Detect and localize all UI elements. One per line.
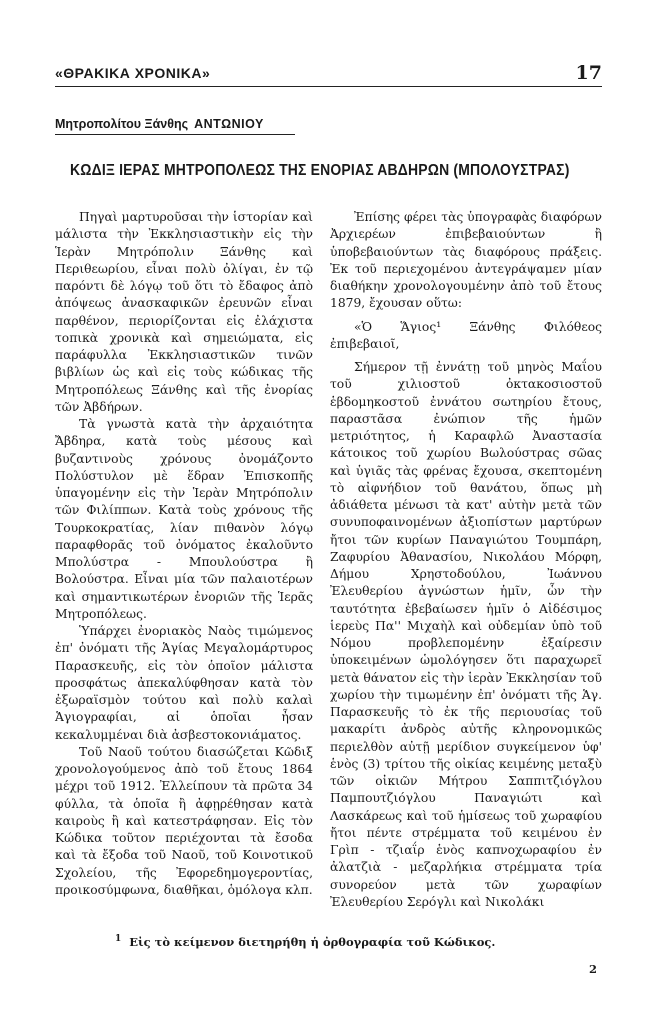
paragraph: «Ὁ Ἅγιος¹ Ξάνθης Φιλόθεος ἐπιβεβαιοῖ, — [330, 319, 602, 351]
author-byline — [55, 117, 264, 131]
article-title: ΚΩΔΙΞ ΙΕΡΑΣ ΜΗΤΡΟΠΟΛΕΩΣ ΤΗΣ ΕΝΟΡΙΑΣ ΑΒΔΗΡΩΝ (ΜΠΟΛΟΥΣΤΡΑΣ) — [70, 162, 570, 179]
paragraph: Τὰ γνωστὰ κατὰ τὴν ἀρχαιότητα Ἄβδηρα, κατὰ τοὺς μέσους καὶ βυζαντινοὺς χρόνους ὀνομάζοντο Πολύστυλον μὲ ἕδραν Ἐπισκοπῆς ὑπαγομένην εἰς τὴν Ἱερὰν Μητρόπολιν τῶν Φιλίππων. Κατὰ τοὺς χρόνους τῆς Τουρκοκρατίας, λίαν πιθανὸν λόγῳ παραφθορᾶς τοῦ ὀνόματος ἐκαλοῦντο Μπολύστρα - Μπουλούστρα ἢ Βολούστρα. Εἶναι μία τῶν παλαιοτέρων καὶ σημαντικωτέρων ἐνοριῶν τῆς Ἱερᾶς Μητροπόλεως. — [55, 417, 313, 621]
right-column — [330, 209, 602, 911]
paragraph: Πηγαὶ μαρτυροῦσαι τὴν ἱστορίαν καὶ μάλιστα τὴν Ἐκκλησιαστικὴν εἰς τὴν Ἱερὰν Μητρόπολιν Ξάνθης καὶ Περιθεωρίου, εἶναι πολὺ ὀλίγαι, ἐν τῷ παρόντι δὲ λόγῳ τοῦ ὅτι τὸ ἔδαφος ἀπὸ ἀπόψεως ἀνασκαφικῶν ἐρευνῶν εἶναι παρθένον, περιορίζονται εἰς ἐλάχιστα τοπικὰ χρονικὰ καὶ σημειώματα, εἰς παράφυλλα Ἐκκλησιαστικῶν τινῶν βιβλίων ὡς καὶ εἰς τοὺς κώδικας τῆς Μητροπόλεως Ξάνθης καὶ τῆς ἐνορίας τῶν Ἀβδήρων. — [55, 210, 313, 414]
paragraph: Σήμερον τῇ ἐννάτῃ τοῦ μηνὸς Μαΐου τοῦ χιλιοστοῦ ὀκτακοσιοστοῦ ἑβδομηκοστοῦ ἐννάτου σωτηρίου ἔτους, παραστᾶσα ἐνώπιον τῆς ἡμῶν μετριότητος, ἡ Καραφλῶ Ἀναστασία κάτοικος τοῦ χωρίου Βωλούστρας σῶας καὶ ὑγιᾶς τὰς φρένας ἔχουσα, σκεπτομένη τὸ αἰφνήδιον τοῦ θανάτου, ὅπως μὴ ἀδιάθετα μένωσι τὰ κατ' αὐτὴν μετὰ τῶν συνυποφαινομένων ἀξιοπίστων μαρτύρων ἤτοι τῶν κυρίων Παναγιώτου Τουμπάρη, Ζαφυρίου Ἀθανασίου, Νικολάου Μόρφη, Δήμου Χρηστοδούλου, Ἰωάννου Ἐλευθερίου ἀγνώστων ἡμῖν, ὧν τὴν ταυτότητα ἐβεβαίωσεν ἡμῖν ὁ Αἰδέσιμος ἱερεὺς Πα'' Μιχαὴλ καὶ οὐδεμίαν ὑπὸ τοῦ Νόμου προβλεπομένην ἐξαίρεσιν ὑποκειμένων ὡμολόγησεν ὅτι παραχωρεῖ μετὰ θάνατον εἰς τὴν ἱερὰν Ἐκκλησίαν τοῦ χωρίου τὴν τιμωμένην ἐπ' ὀνόματι τῆς Ἁγ. Παρασκευῆς τὸ ἐκ τῆς περιουσίας τοῦ μακαρίτι ἀνδρὸς αὐτῆς κληρονομικῶς περιελθὸν αὐτῇ μερίδιον συγκείμενον ὑφ' ἑνὸς (3) τρίτου τῆς οἰκίας κειμένης μεταξὺ τῶν οἰκιῶν Μήτρου Σαππιτζιόγλου Παμπουτζιόγλου Παναγιώτι καὶ Λασκάρεως καὶ τοῦ ἡμίσεως τοῦ χωραφίου ἤτοι πέντε στρέμματα τοῦ κειμένου ἐν Γρὶπ - τζιαΐρ ἑνὸς καπνοχωραφίου ἐν ἀλατζιὰ - μεζαρλήκια στρέμματα τρία συνορεύον μετὰ τῶν χωραφίων Ἐλευθερίου Σερόγλι καὶ Νικολάκι — [330, 360, 602, 909]
author-surname: ΑΝΤΩΝΙΟΥ — [194, 117, 264, 131]
journal-title: «ΘΡΑΚΙΚΑ ΧΡΟΝΙΚΑ» — [55, 65, 211, 81]
footnote-mark: 1 — [115, 934, 122, 944]
left-column — [55, 209, 313, 899]
footnote-text: Εἰς τὸ κείμενον διετηρήθη ἡ ὀρθογραφία τοῦ Κώδικος. — [129, 934, 496, 949]
footnote — [115, 934, 495, 949]
sheet-number: 2 — [589, 962, 598, 976]
author-prefix: Μητροπολίτου Ξάνθης — [55, 117, 189, 131]
paragraph: Ὑπάρχει ἐνοριακὸς Ναὸς τιμώμενος ἐπ' ὀνόματι τῆς Ἁγίας Μεγαλομάρτυρος Παρασκευῆς, εἰς τὸν ὁποῖον μάλιστα προσφάτως ἀπεκαλύφθησαν κατὰ τὸν ἐξωραϊσμὸν τούτου καὶ πολὺ καλαὶ Ἁγιογραφίαι, αἱ ὁποῖαι ἦσαν κεκαλυμμέναι διὰ ἀσβεστοκονιάματος. — [55, 624, 313, 742]
paragraph: Ἐπίσης φέρει τὰς ὑπογραφὰς διαφόρων Ἀρχιερέων ἐπιβεβαιούντων ἢ ὑποβεβαιούντων τὰς διαφόρους πράξεις. Ἐκ τοῦ περιεχομένου ἀντεγράψαμεν μίαν διαθήκην χρονολογουμένην ἀπὸ τοῦ ἔτους 1879, ἔχουσαν οὕτω: — [330, 210, 602, 311]
running-header — [55, 62, 602, 84]
page-number: 17 — [575, 62, 602, 84]
header-rule — [55, 86, 602, 87]
paragraph: Τοῦ Ναοῦ τούτου διασώζεται Κῶδιξ χρονολογούμενος ἀπὸ τοῦ ἔτους 1864 μέχρι τοῦ 1912. Ἐλλείπουν τὰ πρῶτα 34 φύλλα, τὰ ὁποῖα ἢ ἀφῃρέθησαν κατὰ καιροὺς ἢ καὶ κατεστράφησαν. Εἰς τὸν Κώδικα τοῦτον περιέχονται τὰ ἔσοδα καὶ τὰ ἔξοδα τοῦ Ναοῦ, τοῦ Κοινοτικοῦ Σχολείου, τῆς Ἐφορεδημογεροντίας, προικοσύμφωνα, διαθῆκαι, ὁμόλογα κλπ. — [55, 744, 313, 897]
author-underline — [55, 134, 295, 135]
